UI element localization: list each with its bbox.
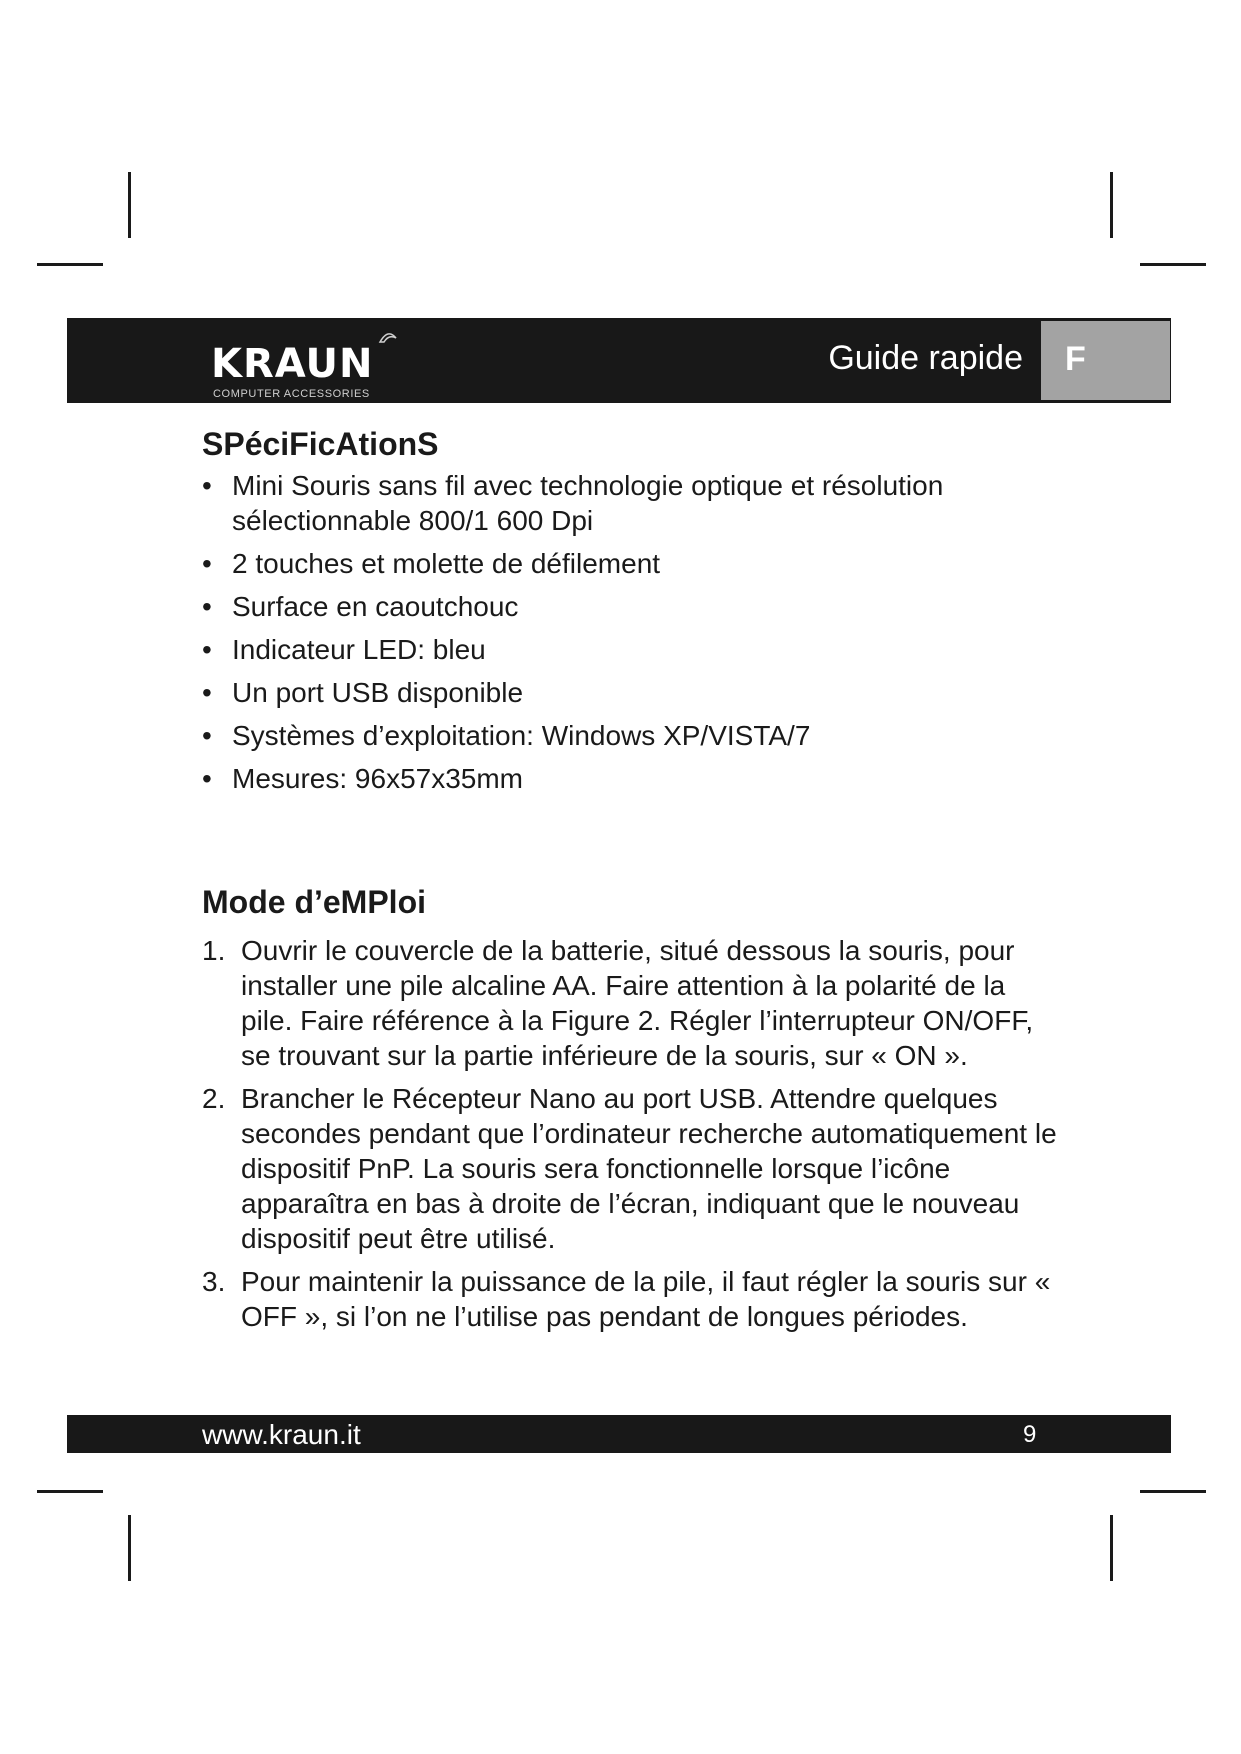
step-number: 2. — [202, 1083, 226, 1114]
crop-mark-bottom-left-vertical — [128, 1515, 131, 1581]
crop-mark-top-left-vertical — [128, 172, 131, 238]
step-number: 3. — [202, 1266, 226, 1297]
step-number: 1. — [202, 935, 226, 966]
header-bar — [67, 318, 1171, 403]
brand-logo — [211, 330, 451, 400]
crop-mark-top-left-horizontal — [37, 263, 103, 266]
brand-name: KRAUN — [211, 341, 374, 387]
list-item — [202, 546, 1062, 581]
list-item — [202, 1264, 1062, 1334]
spec-text: 2 touches et molette de défilement — [232, 548, 661, 579]
bullet-icon: • — [202, 677, 212, 708]
language-tab — [1041, 321, 1170, 400]
list-item — [202, 675, 1062, 710]
specifications-list — [202, 468, 1062, 804]
website-link[interactable]: www.kraun.it — [202, 1419, 361, 1450]
list-item — [202, 718, 1062, 753]
specifications-heading: SPéciFicAtionS — [202, 426, 439, 462]
bullet-icon: • — [202, 634, 212, 665]
spec-text: Mini Souris sans fil avec technologie optique et résolution sélectionnable 800/1 600 Dpi — [232, 470, 944, 536]
crop-mark-bottom-right-horizontal — [1140, 1490, 1206, 1493]
spec-text: Un port USB disponible — [232, 677, 524, 708]
crop-mark-top-right-vertical — [1110, 172, 1113, 238]
step-text: Brancher le Récepteur Nano au port USB. Attendre quelques secondes pendant que l’ordinateur recherche automatiquement le dispositif PnP. La souris sera fonctionnelle lorsque l’icône apparaîtra en bas à droite de l’écran, indiquant que le nouveau dispositif peut être utilisé. — [241, 1083, 1057, 1254]
spec-text: Indicateur LED: bleu — [232, 634, 486, 665]
step-text: Pour maintenir la puissance de la pile, il faut régler la souris sur « OFF », si l’on ne l’utilise pas pendant de longues périodes. — [241, 1266, 1051, 1332]
bullet-icon: • — [202, 470, 212, 501]
list-item — [202, 761, 1062, 796]
guide-title: Guide rapide — [828, 339, 1023, 377]
bullet-icon: • — [202, 720, 212, 751]
spec-text: Surface en caoutchouc — [232, 591, 519, 622]
language-letter: F — [1065, 340, 1086, 378]
list-item — [202, 589, 1062, 624]
bullet-icon: • — [202, 591, 212, 622]
bullet-icon: • — [202, 548, 212, 579]
list-item — [202, 632, 1062, 667]
footer-bar — [67, 1415, 1171, 1453]
step-text: Ouvrir le couvercle de la batterie, situé dessous la souris, pour installer une pile alcaline AA. Faire attention à la polarité de la pile. Faire référence à la Figure 2. Régler l’interrupteur ON/OFF, se trouvant sur la partie inférieure de la souris, sur « ON ». — [241, 935, 1034, 1071]
crop-mark-top-right-horizontal — [1140, 263, 1206, 266]
list-item — [202, 933, 1062, 1073]
list-item — [202, 1081, 1062, 1256]
crop-mark-bottom-right-vertical — [1110, 1515, 1113, 1581]
brand-tagline: COMPUTER ACCESSORIES — [213, 388, 370, 400]
spec-text: Mesures: 96x57x35mm — [232, 763, 524, 794]
usage-steps — [202, 933, 1062, 1342]
spec-text: Systèmes d’exploitation: Windows XP/VISTA/7 — [232, 720, 811, 751]
bullet-icon: • — [202, 763, 212, 794]
usage-heading: Mode d’eMPloi — [202, 884, 426, 920]
page-number: 9 — [1023, 1421, 1037, 1448]
list-item — [202, 468, 1062, 538]
logo-swirl-icon — [377, 330, 399, 348]
crop-mark-bottom-left-horizontal — [37, 1490, 103, 1493]
